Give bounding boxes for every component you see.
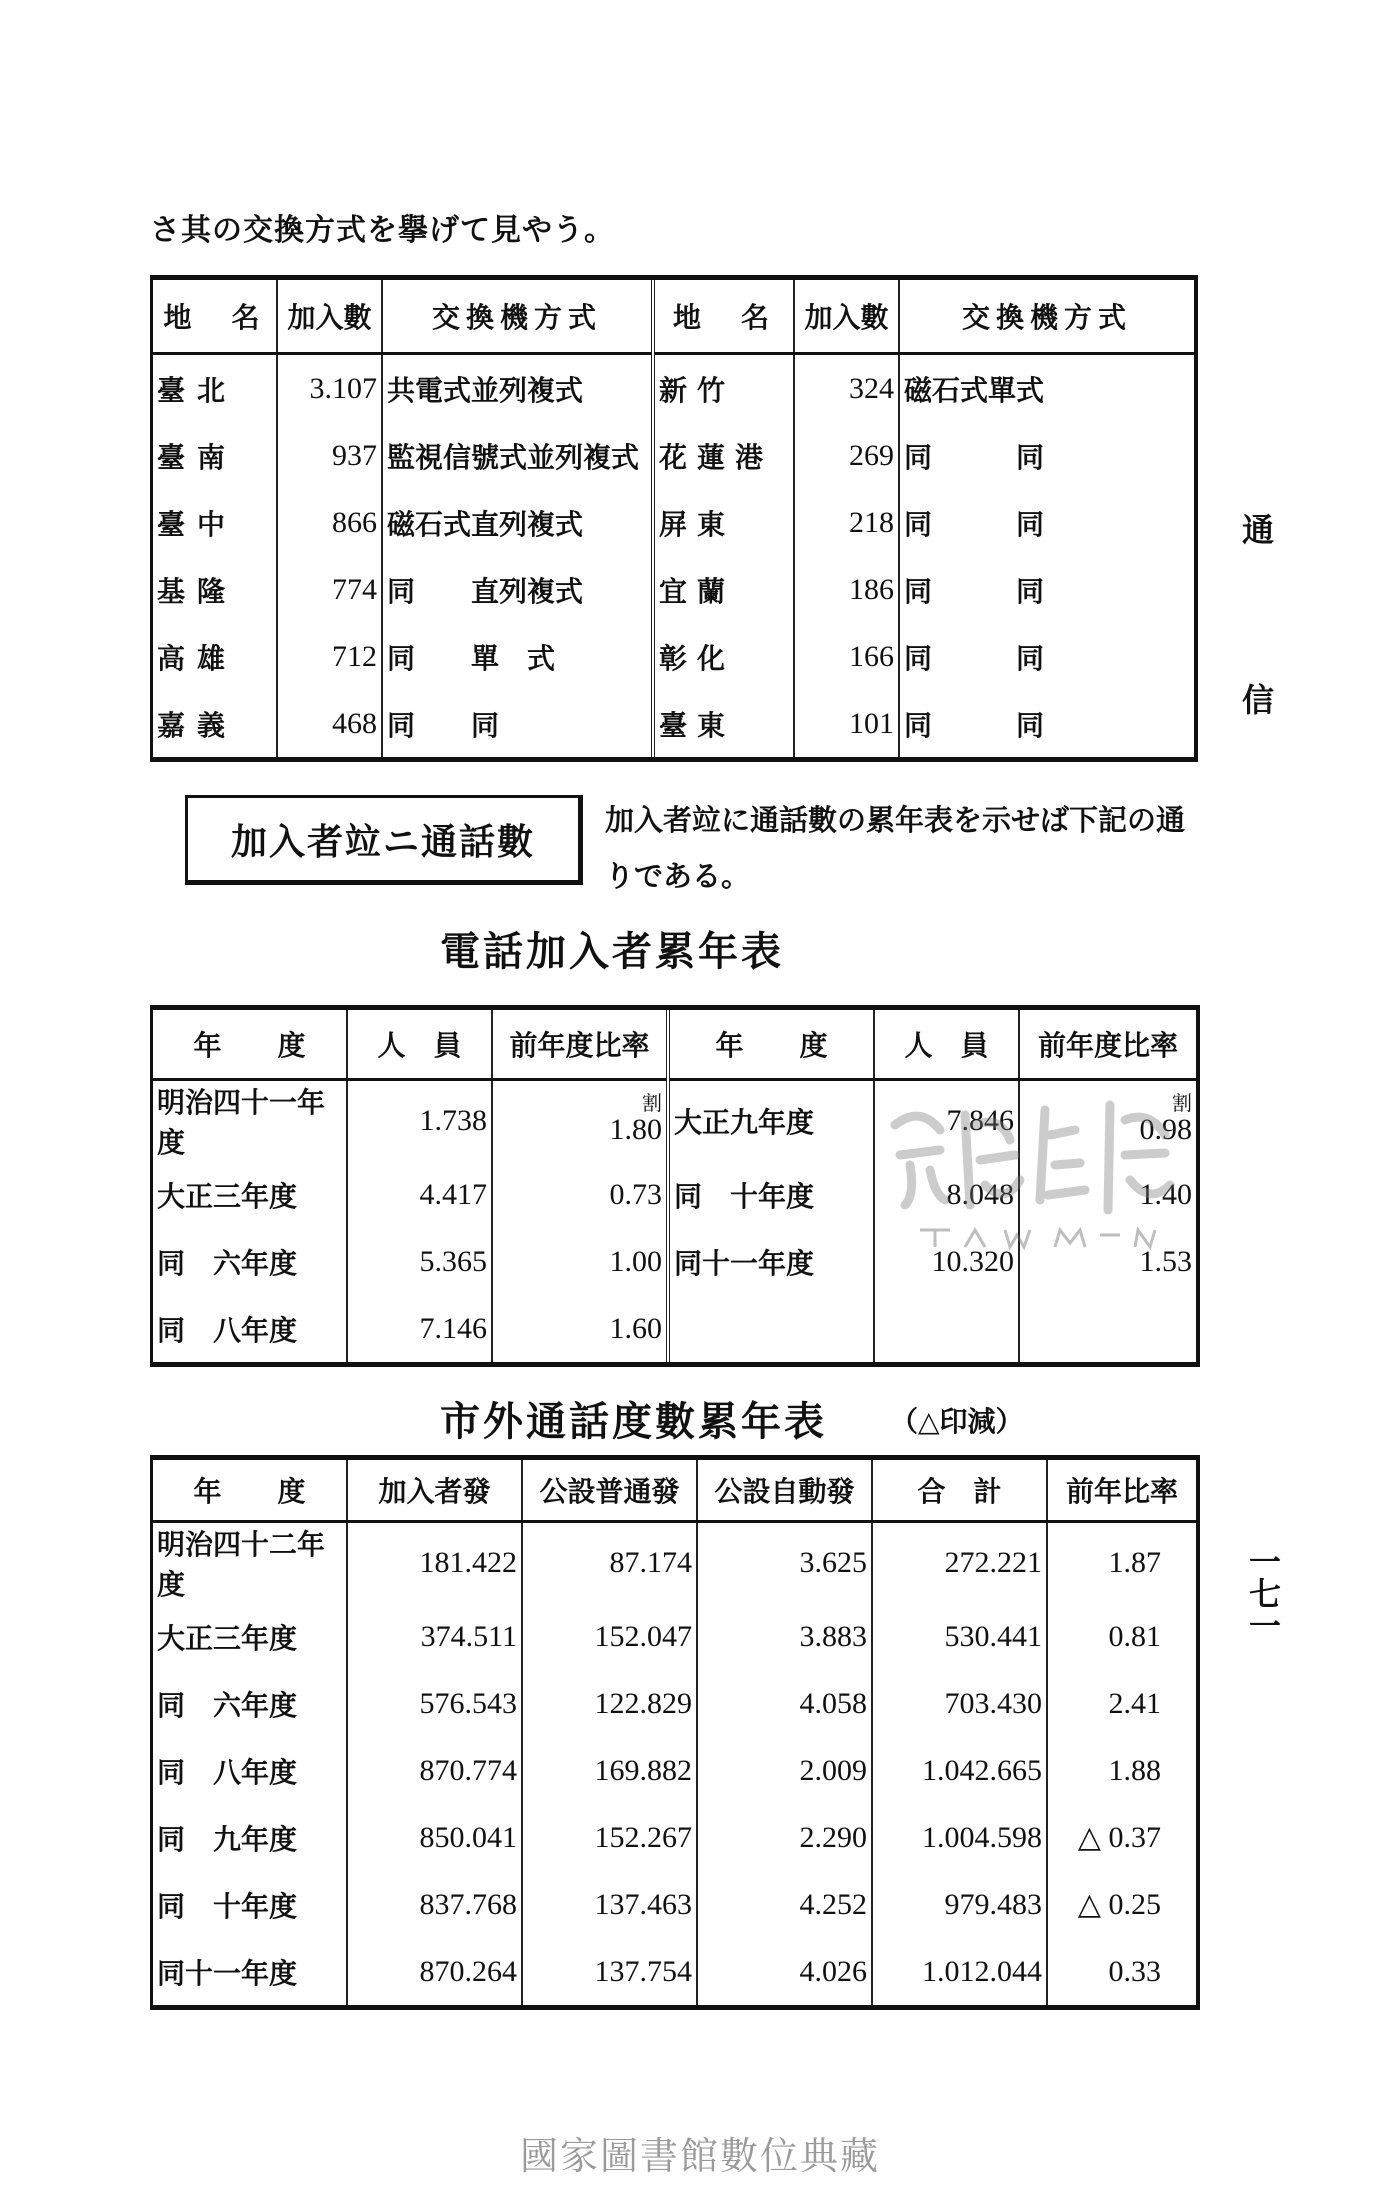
col-header: 年 度 bbox=[668, 1008, 874, 1080]
margin-char: 信 bbox=[1241, 681, 1274, 719]
col-header: 加入數 bbox=[794, 278, 899, 354]
place-cell: 臺南 bbox=[152, 422, 278, 489]
ratio-value: 1.00 bbox=[609, 1244, 662, 1278]
method-cell: 同 同 bbox=[899, 489, 1196, 556]
method-cell: 磁石式單式 bbox=[899, 354, 1196, 423]
col-header: 人 員 bbox=[874, 1008, 1019, 1080]
col-header: 年 度 bbox=[152, 1008, 348, 1080]
count-cell: 5.365 bbox=[347, 1228, 492, 1295]
count-cell: 269 bbox=[794, 422, 899, 489]
ratio-cell bbox=[492, 1080, 668, 1162]
value-cell: 169.882 bbox=[522, 1737, 697, 1804]
count-cell: 324 bbox=[794, 354, 899, 423]
count-cell: 101 bbox=[794, 690, 899, 760]
ratio-cell bbox=[1019, 1228, 1198, 1295]
table-row bbox=[152, 556, 1197, 623]
table-header-row bbox=[152, 278, 1197, 354]
method-cell: 監視信號式並列複式 bbox=[382, 422, 653, 489]
year-cell bbox=[668, 1295, 874, 1365]
place-cell: 花蓮港 bbox=[653, 422, 794, 489]
value-cell: 1.042.665 bbox=[872, 1737, 1047, 1804]
value-cell: 87.174 bbox=[522, 1522, 697, 1604]
ratio-value: 0.73 bbox=[609, 1177, 662, 1211]
ratio-cell bbox=[1019, 1295, 1198, 1365]
year-cell: 同 六年度 bbox=[152, 1670, 348, 1737]
value-cell: △ 0.37 bbox=[1047, 1804, 1198, 1871]
place-cell: 臺中 bbox=[152, 489, 278, 556]
ratio-cell bbox=[492, 1295, 668, 1365]
table-row bbox=[152, 1804, 1199, 1871]
value-cell: 870.774 bbox=[347, 1737, 522, 1804]
col-header: 公設自動發 bbox=[697, 1458, 872, 1522]
col-header: 加入者發 bbox=[347, 1458, 522, 1522]
place-cell: 宜蘭 bbox=[653, 556, 794, 623]
place-cell: 臺東 bbox=[653, 690, 794, 760]
table-row bbox=[152, 1161, 1199, 1228]
value-cell: 152.047 bbox=[522, 1603, 697, 1670]
count-cell: 10.320 bbox=[874, 1228, 1019, 1295]
value-cell: 3.883 bbox=[697, 1603, 872, 1670]
subscriber-table bbox=[150, 1005, 1200, 1367]
value-cell: 272.221 bbox=[872, 1522, 1047, 1604]
ratio-value: 1.80 bbox=[609, 1113, 662, 1146]
table-row bbox=[152, 1522, 1199, 1604]
value-cell: 137.463 bbox=[522, 1871, 697, 1938]
count-cell: 186 bbox=[794, 556, 899, 623]
exchange-table bbox=[150, 275, 1198, 762]
table-row bbox=[152, 1295, 1199, 1365]
col-header: 交換機方式 bbox=[899, 278, 1196, 354]
year-cell: 同十一年度 bbox=[668, 1228, 874, 1295]
value-cell: 850.041 bbox=[347, 1804, 522, 1871]
value-cell: 870.264 bbox=[347, 1938, 522, 2008]
count-cell: 7.146 bbox=[347, 1295, 492, 1365]
ratio-value: 1.60 bbox=[609, 1311, 662, 1345]
value-cell: 1.87 bbox=[1047, 1522, 1198, 1604]
value-cell: 3.625 bbox=[697, 1522, 872, 1604]
ratio-value: 0.98 bbox=[1139, 1113, 1192, 1146]
value-cell: 837.768 bbox=[347, 1871, 522, 1938]
year-cell: 明治四十一年度 bbox=[152, 1080, 348, 1162]
place-cell: 彰化 bbox=[653, 623, 794, 690]
year-cell: 大正三年度 bbox=[152, 1603, 348, 1670]
method-cell: 同 直列複式 bbox=[382, 556, 653, 623]
table-row bbox=[152, 354, 1197, 423]
count-cell: 937 bbox=[277, 422, 382, 489]
method-cell: 同 同 bbox=[899, 623, 1196, 690]
value-cell: 1.012.044 bbox=[872, 1938, 1047, 2008]
subscriber-table-title: 電話加入者累年表 bbox=[440, 928, 784, 975]
call-table bbox=[150, 1455, 1200, 2010]
value-cell: 2.290 bbox=[697, 1804, 872, 1871]
count-cell: 166 bbox=[794, 623, 899, 690]
table-row bbox=[152, 489, 1197, 556]
value-cell: 1.004.598 bbox=[872, 1804, 1047, 1871]
table-row bbox=[152, 1228, 1199, 1295]
value-cell: 4.058 bbox=[697, 1670, 872, 1737]
value-cell: 2.009 bbox=[697, 1737, 872, 1804]
year-cell: 同 八年度 bbox=[152, 1737, 348, 1804]
footer-credit: 國家圖書館數位典藏 bbox=[519, 2134, 880, 2178]
count-cell: 218 bbox=[794, 489, 899, 556]
place-cell: 新竹 bbox=[653, 354, 794, 423]
value-cell: 4.026 bbox=[697, 1938, 872, 2008]
place-cell: 高雄 bbox=[152, 623, 278, 690]
value-cell: 2.41 bbox=[1047, 1670, 1198, 1737]
method-cell: 同 同 bbox=[382, 690, 653, 760]
col-header: 加入數 bbox=[277, 278, 382, 354]
page-number: 一七一 bbox=[1244, 1545, 1282, 1641]
col-header: 年 度 bbox=[152, 1458, 348, 1522]
method-cell: 同 同 bbox=[899, 422, 1196, 489]
count-cell: 712 bbox=[277, 623, 382, 690]
year-cell: 大正九年度 bbox=[668, 1080, 874, 1162]
count-cell: 1.738 bbox=[347, 1080, 492, 1162]
value-cell: 137.754 bbox=[522, 1938, 697, 2008]
table-row bbox=[152, 1871, 1199, 1938]
col-header: 交換機方式 bbox=[382, 278, 653, 354]
col-header: 地 名 bbox=[653, 278, 794, 354]
year-cell: 同 八年度 bbox=[152, 1295, 348, 1365]
year-cell: 同 九年度 bbox=[152, 1804, 348, 1871]
year-cell: 大正三年度 bbox=[152, 1161, 348, 1228]
unit-label: 割 bbox=[1172, 1093, 1192, 1115]
count-cell bbox=[874, 1295, 1019, 1365]
count-cell: 3.107 bbox=[277, 354, 382, 423]
table-row bbox=[152, 1938, 1199, 2008]
value-cell: 4.252 bbox=[697, 1871, 872, 1938]
year-cell: 同 十年度 bbox=[152, 1871, 348, 1938]
margin-section-label bbox=[1238, 445, 1278, 785]
col-header: 公設普通發 bbox=[522, 1458, 697, 1522]
value-cell: △ 0.25 bbox=[1047, 1871, 1198, 1938]
intro-text: さ其の交換方式を擧げて見やう。 bbox=[150, 213, 615, 248]
value-cell: 374.511 bbox=[347, 1603, 522, 1670]
unit-label: 割 bbox=[642, 1093, 662, 1115]
section-text: 加入者竝に通話數の累年表を示せば下記の通りである。 bbox=[605, 803, 1186, 893]
ratio-value: 1.53 bbox=[1139, 1244, 1192, 1278]
value-cell: 703.430 bbox=[872, 1670, 1047, 1737]
method-cell: 共電式並列複式 bbox=[382, 354, 653, 423]
table-row bbox=[152, 1670, 1199, 1737]
year-cell: 同十一年度 bbox=[152, 1938, 348, 2008]
method-cell: 同 單 式 bbox=[382, 623, 653, 690]
col-header: 地 名 bbox=[152, 278, 278, 354]
count-cell: 7.846 bbox=[874, 1080, 1019, 1162]
place-cell: 屏東 bbox=[653, 489, 794, 556]
value-cell: 979.483 bbox=[872, 1871, 1047, 1938]
value-cell: 530.441 bbox=[872, 1603, 1047, 1670]
place-cell: 嘉義 bbox=[152, 690, 278, 760]
place-cell: 臺北 bbox=[152, 354, 278, 423]
table-row bbox=[152, 623, 1197, 690]
year-cell: 明治四十二年度 bbox=[152, 1522, 348, 1604]
call-table-title: 市外通話度數累年表 bbox=[440, 1398, 827, 1445]
col-header: 前年度比率 bbox=[492, 1008, 668, 1080]
table-row bbox=[152, 422, 1197, 489]
count-cell: 8.048 bbox=[874, 1161, 1019, 1228]
method-cell: 同 同 bbox=[899, 556, 1196, 623]
count-cell: 4.417 bbox=[347, 1161, 492, 1228]
table-row bbox=[152, 690, 1197, 760]
col-header: 前年度比率 bbox=[1019, 1008, 1198, 1080]
count-cell: 468 bbox=[277, 690, 382, 760]
table-row bbox=[152, 1737, 1199, 1804]
col-header: 前年比率 bbox=[1047, 1458, 1198, 1522]
year-cell: 同 十年度 bbox=[668, 1161, 874, 1228]
col-header: 人 員 bbox=[347, 1008, 492, 1080]
section-heading: 加入者竝ニ通話數 bbox=[185, 795, 583, 885]
value-cell: 1.88 bbox=[1047, 1737, 1198, 1804]
margin-char: 通 bbox=[1241, 511, 1274, 549]
col-header: 合 計 bbox=[872, 1458, 1047, 1522]
value-cell: 122.829 bbox=[522, 1670, 697, 1737]
table-row bbox=[152, 1603, 1199, 1670]
table-header-row bbox=[152, 1458, 1199, 1522]
table-row bbox=[152, 1080, 1199, 1162]
value-cell: 576.543 bbox=[347, 1670, 522, 1737]
ratio-cell bbox=[1019, 1161, 1198, 1228]
method-cell: 同 同 bbox=[899, 690, 1196, 760]
year-cell: 同 六年度 bbox=[152, 1228, 348, 1295]
value-cell: 152.267 bbox=[522, 1804, 697, 1871]
table-header-row bbox=[152, 1008, 1199, 1080]
count-cell: 866 bbox=[277, 489, 382, 556]
value-cell: 0.33 bbox=[1047, 1938, 1198, 2008]
method-cell: 磁石式直列複式 bbox=[382, 489, 653, 556]
value-cell: 0.81 bbox=[1047, 1603, 1198, 1670]
count-cell: 774 bbox=[277, 556, 382, 623]
call-table-note: （△印減） bbox=[890, 1405, 1024, 1438]
ratio-value: 1.40 bbox=[1139, 1177, 1192, 1211]
place-cell: 基隆 bbox=[152, 556, 278, 623]
ratio-cell bbox=[492, 1161, 668, 1228]
ratio-cell bbox=[1019, 1080, 1198, 1162]
value-cell: 181.422 bbox=[347, 1522, 522, 1604]
ratio-cell bbox=[492, 1228, 668, 1295]
